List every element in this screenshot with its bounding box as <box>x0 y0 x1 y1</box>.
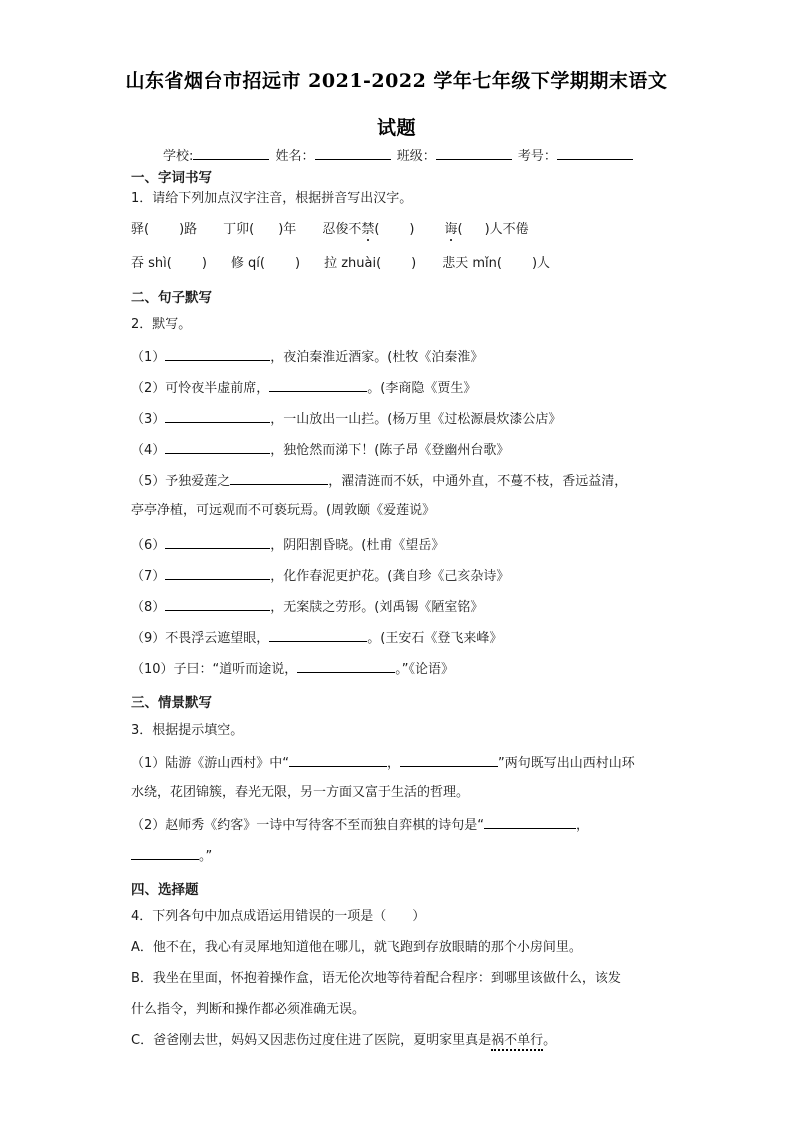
q3-item-2-comma: ， <box>576 818 590 833</box>
class-field[interactable] <box>436 146 512 160</box>
q1-item-yi-end: )路 <box>179 222 198 237</box>
q2-item-10 <box>131 659 454 679</box>
answer-blank[interactable] <box>484 815 576 829</box>
name-field[interactable] <box>315 146 391 160</box>
q2-item-5 <box>131 471 627 491</box>
q1-item-mao: 丁卯( <box>223 222 255 237</box>
q1-prompt: 1．请给下列加点汉字注音，根据拼音写出汉字。 <box>131 191 413 206</box>
q1-row1 <box>131 221 529 239</box>
section-heading-1: 一、字词书写 <box>131 170 212 186</box>
section-heading-3: 三、情景默写 <box>131 695 212 711</box>
q2-item-4-pre: （4） <box>131 443 166 458</box>
q2-item-3-pre: （3） <box>131 412 166 427</box>
q3-item-1-pre: （1）陆游《游山西村》中“ <box>131 756 290 771</box>
q2-item-2 <box>131 378 476 398</box>
answer-blank[interactable] <box>297 659 395 673</box>
q2-item-8-post: ，无案牍之劳形。(刘禹锡《陋室铭》 <box>270 600 484 615</box>
q3-item-1-comma: ， <box>387 756 401 771</box>
q1-item-min-end: )人 <box>531 256 551 271</box>
q2-item-2-post: 。(李商隐《贾生》 <box>367 381 477 396</box>
q4-option-c[interactable] <box>131 1032 556 1050</box>
q4-option-b[interactable]: B．我坐在里面，怀抱着操作盒，语无伦次地等待着配合程序：到哪里该做什么，该发 <box>131 971 621 986</box>
q1-item-shi: 吞 shì( <box>131 256 172 271</box>
q2-item-5-post: ，濯清涟而不妖，中通外直，不蔓不枝，香远益清， <box>328 474 628 489</box>
q3-item-2-pre: （2）赵师秀《约客》一诗中写待客不至而独自弈棋的诗句是“ <box>131 818 485 833</box>
q2-item-5-pre: （5）予独爱莲之 <box>131 474 231 489</box>
q2-item-9 <box>131 628 502 648</box>
class-label: 班级： <box>396 149 436 164</box>
answer-blank[interactable] <box>269 628 367 642</box>
q2-item-9-pre: （9）不畏浮云遮望眼， <box>131 631 270 646</box>
answer-blank[interactable] <box>131 846 199 860</box>
q3-item-1 <box>131 753 635 773</box>
q1-item-qi: 修 qí( <box>230 256 265 271</box>
answer-blank[interactable] <box>165 440 270 454</box>
answer-blank[interactable] <box>165 347 270 361</box>
q2-item-1-pre: （1） <box>131 350 166 365</box>
q2-item-6-pre: （6） <box>131 538 166 553</box>
q2-item-2-pre: （2）可怜夜半虚前席， <box>131 381 270 396</box>
school-label: 学校: <box>163 149 194 164</box>
answer-blank[interactable] <box>230 471 328 485</box>
q2-item-4 <box>131 440 509 460</box>
q1-item-hui-end: )人不倦 <box>484 222 529 237</box>
section-heading-2: 二、句子默写 <box>131 290 212 306</box>
q2-prompt: 2．默写。 <box>131 317 192 332</box>
number-label: 考号： <box>517 149 557 164</box>
q2-item-10-post: 。”《论语》 <box>395 662 455 677</box>
answer-blank[interactable] <box>165 597 270 611</box>
q3-prompt: 3．根据提示填空。 <box>131 723 244 738</box>
q1-item-zhuai-end: ) <box>411 256 417 271</box>
q2-item-1 <box>131 347 483 367</box>
q1-item-jin-end: ) <box>409 222 415 237</box>
exam-title-line2: 试题 <box>376 117 416 139</box>
name-label: 姓名： <box>275 149 315 164</box>
q1-item-hui-dotted: 诲 <box>444 222 458 237</box>
q4-prompt: 4．下列各句中加点成语运用错误的一项是（ ） <box>131 909 426 924</box>
student-info-row <box>163 145 635 164</box>
q1-item-yi: 驿( <box>131 222 150 237</box>
q1-item-zhuai: 拉 zhuài( <box>324 256 382 271</box>
answer-blank[interactable] <box>165 566 270 580</box>
answer-blank[interactable] <box>165 535 270 549</box>
q1-item-shi-end: ) <box>201 256 207 271</box>
q1-item-min: 悲天 mǐn( <box>442 256 502 271</box>
q2-item-5-cont: 亭亭净植，可远观而不可亵玩焉。(周敦颐《爱莲说》 <box>131 503 436 518</box>
q3-item-2-post: 。” <box>199 849 213 864</box>
q2-item-7-pre: （7） <box>131 569 166 584</box>
q2-item-7-post: ，化作春泥更护花。(龚自珍《己亥杂诗》 <box>270 569 510 584</box>
q1-item-hui-paren: ( <box>457 222 463 237</box>
q1-item-jin: 忍俊不 <box>322 222 362 237</box>
q2-item-7 <box>131 566 509 586</box>
q2-item-9-post: 。(王安石《登飞来峰》 <box>367 631 503 646</box>
q2-item-6 <box>131 535 444 555</box>
q4-option-a[interactable]: A．他不在，我心有灵犀地知道他在哪儿，就飞跑到存放眼睛的那个小房间里。 <box>131 940 582 955</box>
q2-item-8 <box>131 597 483 617</box>
q2-item-4-post: ，独怆然而涕下！(陈子昂《登幽州台歌》 <box>270 443 510 458</box>
q1-item-qi-end: ) <box>295 256 301 271</box>
answer-blank[interactable] <box>400 753 498 767</box>
q2-item-3-post: ，一山放出一山拦。(杨万里《过松源晨炊漆公店》 <box>270 412 562 427</box>
q4-option-c-end: 。 <box>543 1033 557 1048</box>
q3-item-2 <box>131 815 589 835</box>
number-field[interactable] <box>557 146 633 160</box>
q1-item-mao-end: )年 <box>278 222 297 237</box>
q2-item-3 <box>131 409 561 429</box>
answer-blank[interactable] <box>165 409 270 423</box>
q1-item-jin-paren: ( <box>374 222 380 237</box>
answer-blank[interactable] <box>289 753 387 767</box>
school-field[interactable] <box>193 146 269 160</box>
q4-option-c-text: C．爸爸刚去世，妈妈又因悲伤过度住进了医院，夏明家里真是 <box>131 1033 492 1048</box>
section-heading-4: 四、选择题 <box>131 882 199 898</box>
q2-item-8-pre: （8） <box>131 600 166 615</box>
q2-item-10-pre: （10）子曰：“道听而途说， <box>131 662 298 677</box>
q3-item-1-post: ”两句既写出山西村山环 <box>498 756 635 771</box>
q4-option-b-cont: 什么指令，判断和操作都必须准确无误。 <box>131 1002 366 1017</box>
q3-item-1-cont: 水绕，花团锦簇，春光无限，另一方面又富于生活的哲理。 <box>131 785 470 800</box>
exam-title-line1: 山东省烟台市招远市 2021-2022 学年七年级下学期期末语文 <box>125 70 668 92</box>
answer-blank[interactable] <box>269 378 367 392</box>
q3-item-2-cont <box>131 846 212 866</box>
q1-item-jin-dotted: 禁 <box>361 222 375 237</box>
q2-item-1-post: ，夜泊秦淮近酒家。(杜牧《泊秦淮》 <box>270 350 484 365</box>
q1-row2 <box>131 255 550 273</box>
dotted-idiom: 祸不单行 <box>491 1033 543 1051</box>
q2-item-6-post: ，阴阳割昏晓。(杜甫《望岳》 <box>270 538 445 553</box>
